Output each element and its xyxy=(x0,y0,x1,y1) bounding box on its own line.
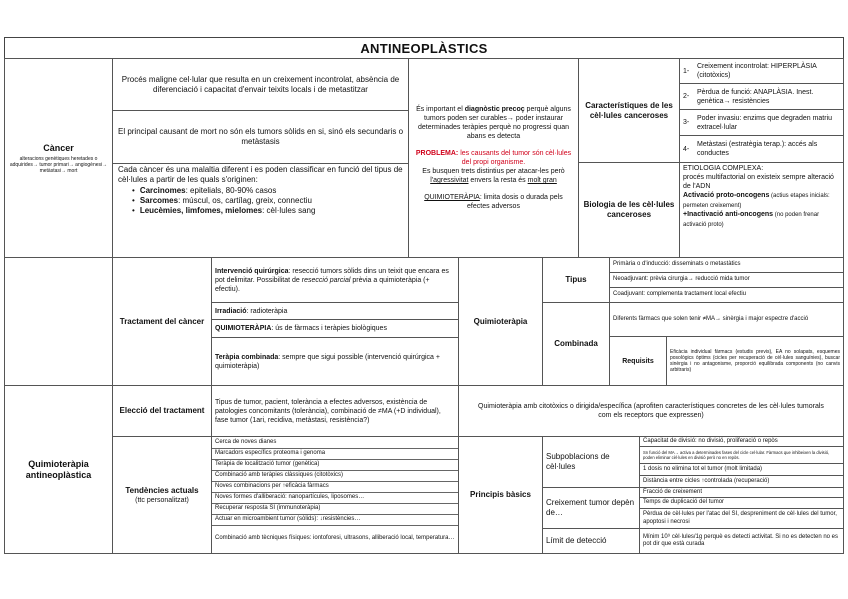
diagnosis-cell xyxy=(408,58,579,258)
list-item: Marcadors específics proteoma i genoma xyxy=(215,449,326,456)
diagnosis-text: És important el diagnòstic precoç perquè alguns tumors poden ser curables→ poder instaurar determinades teràpies perquè no progressi quan abans es detecta xyxy=(416,106,571,140)
tipus-label-cell xyxy=(542,257,610,303)
limit-label-cell xyxy=(542,528,640,554)
principis-label-cell xyxy=(458,436,543,554)
cancer-definition-text: Procés maligne cel·lular que resulta en un creixement incontrolat, absència de diferenciació i capacitat d'envair teixits locals i de metastitzar xyxy=(121,74,400,94)
biology-label-cell xyxy=(578,162,680,258)
creixement-1: Fracció de creixement xyxy=(639,487,844,498)
limit-text-cell: Mínim 10⁹ cèl·lules/1g perquè es detecti activitat. Si no es detecten no es pot dir que està curada xyxy=(639,528,844,554)
tipus-2: Neoadjuvant: prèvia cirurgia→ reducció mida tumor xyxy=(609,272,844,288)
quimio-label: Quimioteràpia antineoplàstica xyxy=(25,458,92,480)
requisits-label-cell xyxy=(609,336,667,386)
limit-label: Límit de detecció xyxy=(546,536,607,545)
list-item: • Carcinomes: epitelials, 80-90% casos xyxy=(132,186,315,196)
cancer-label: Càncer xyxy=(43,142,74,153)
list-item: • Leucèmies, limfomes, mielomes: cèl·lules sang xyxy=(132,206,315,216)
characteristics-label-cell xyxy=(578,58,680,163)
principis-label: Principis bàsics xyxy=(470,490,531,499)
combinada-label: Combinada xyxy=(554,339,598,348)
eleccio-right-cell: Quimioteràpia amb citotòxics o dirigida/específica (aprofiten característiques concretes de les cèl·lules tumorals com els receptors que expressen) xyxy=(458,385,844,437)
treatment-left-empty xyxy=(4,257,113,386)
list-item: Teràpia de localització tumor (genètica) xyxy=(215,460,320,467)
cancer-types xyxy=(112,163,409,258)
biology-line-3: Activació proto-oncogens (actius etapes inicials: permeten creixement) xyxy=(683,192,830,209)
subpoblacions-3: 1 dosis no elimina tot el tumor (molt limitada) xyxy=(639,463,844,476)
eleccio-label: Elecció del tractament xyxy=(119,406,205,415)
treatment-chemo: QUIMIOTERÀPIA : ús de fàrmacs i teràpies biològiques xyxy=(211,319,459,338)
tipus-1: Primària o d'inducció: disseminats o metastàtics xyxy=(609,257,844,273)
quimioterapia-label-cell xyxy=(458,257,543,386)
list-item: • Sarcomes: múscul, os, cartílag, greix, connectiu xyxy=(132,196,315,206)
subpoblacions-2: Sn funció del MA→ activa a determinades fases del cicle cel·lular. Fàrmacs que inhibeixen la divisió, poden eliminar cèl·lules en divisió però no en repòs. xyxy=(639,446,844,464)
creixement-2: Temps de duplicació del tumor xyxy=(639,497,844,509)
characteristic-3: 3- Poder invasiu: enzims que degraden matriu extracel·lular xyxy=(679,109,844,136)
list-item: Cerca de noves dianes xyxy=(215,438,277,445)
subpoblacions-1: Capacitat de divisió: no divisió, proliferació o repòs xyxy=(639,436,844,447)
biology-line-2: procés multifactorial on existeix sempre alteració de l'ADN xyxy=(683,174,834,190)
quimio-label-cell xyxy=(4,385,113,554)
treatment-label-cell xyxy=(112,257,212,386)
tipus-label: Tipus xyxy=(565,275,587,284)
treatment-surgery: Intervenció quirúrgica: resecció tumors sòlids dins un teixit que encara es pot delimitar. Possibilitat de resecció parcial prèvia a quimioteràpia (+ efectiu). xyxy=(211,257,459,303)
list-item: Noves combinacions per ↑eficàcia fàrmacs xyxy=(215,482,329,489)
treatment-irradiation: Irradiació : radioteràpia xyxy=(211,302,459,320)
eleccio-text-cell: Tipus de tumor, pacient, tolerància a efectes adversos, existència de patologies concomitants (tolerància), combinació de ≠MA (+D individual), fase tumor (1ari, recidiva, metàstasi, resistència?) xyxy=(211,385,459,437)
biology-label: Biologia de les cèl·lules canceroses xyxy=(583,200,675,219)
tipus-3: Coadjuvant: complementa tractament local efectiu xyxy=(609,287,844,303)
subpoblacions-label: Subpoblacions de cèl·lules xyxy=(546,452,610,471)
cancer-label-cell xyxy=(4,58,113,258)
list-item: Recuperar resposta SI (immunoteràpia) xyxy=(215,504,321,511)
characteristic-4: 4- Metàstasi (estratègia terap.): accés als conductes xyxy=(679,135,844,163)
list-item: Combinació amb teràpies clàssiques (citotòxics) xyxy=(215,471,344,478)
cancer-definition xyxy=(112,58,409,111)
problem-text-2: Es busquen trets distintius per atacar-les però l'agressivitat envers la resta és molt gran xyxy=(422,168,565,184)
tendencies-list xyxy=(211,436,459,554)
biology-cell xyxy=(679,162,844,258)
list-item: Combinació amb tècniques físiques: iontoforesi, ultrasons, alliberació local, temperatura… xyxy=(215,535,455,542)
tendencies-label-cell xyxy=(112,436,212,554)
combinada-text-cell: Diferents fàrmacs que solen tenir ≠MA→ sinèrgia i major espectre d'acció xyxy=(609,302,844,337)
characteristic-2: 2- Pèrdua de funció: ANAPLÀSIA. Inest. genètica→ resistències xyxy=(679,83,844,110)
tendencies-label: Tendències actuals xyxy=(125,485,199,495)
requisits-label: Requisits xyxy=(622,357,654,365)
cancer-cause-text: El principal causant de mort no són els tumors sòlids en si, sinó els secundaris o metàstasis xyxy=(117,127,404,146)
combinada-label-cell xyxy=(542,302,610,386)
subpoblacions-label-cell xyxy=(542,436,640,488)
list-item: Actuar en microambient tumor (sòlids): ↓resistències… xyxy=(215,515,361,522)
cancer-sub: alteracions genètiques heretades o adquirides→ tumor primari→ angiogènesi→ metàstasi→ mort xyxy=(9,155,108,174)
problem-text: PROBLEMA: les causants del tumor són cèl·lules del propi organisme. xyxy=(415,150,572,166)
biology-title: ETIOLOGIA COMPLEXA: xyxy=(683,165,764,172)
biology-line-4: +Inactivació anti-oncogens (no poden frenar activació proto) xyxy=(683,211,820,228)
cancer-cause xyxy=(112,110,409,164)
creixement-label: Creixement tumor depèn de… xyxy=(546,498,635,517)
treatment-label: Tractament del càncer xyxy=(119,316,205,326)
qt-limit-text: QUIMIOTERÀPIA: limita dosis o durada pels efectes adversos xyxy=(424,194,563,210)
quimioterapia-label: Quimioteràpia xyxy=(473,316,528,326)
characteristic-1: 1- Creixement incontrolat: HIPERPLÀSIA (citotòxics) xyxy=(679,58,844,84)
treatment-combined: Teràpia combinada: sempre que sigui possible (intervenció quirúrgica + quimioteràpia) xyxy=(211,337,459,386)
subpoblacions-4: Distància entre cicles ↑controlada (recuperació) xyxy=(639,475,844,488)
list-item: Noves formes d'alliberació: nanopartícules, liposomes… xyxy=(215,493,365,500)
requisits-text-cell: Eficàcia individual fàrmacs (estudis previs), EA no solapats, esquemes posològics òptims (cicles per recuperació de cèl·lules sanguínies), buscar sinèrgia i no antagonisme, proporció equilibrada components (no canvis arbitraris) xyxy=(666,336,844,386)
creixement-3: Pèrdua de cèl·lules per l'atac del SI, despreniment de cèl·lules del tumor, apoptosi i necrosi xyxy=(639,508,844,529)
page-title: ANTINEOPLÀSTICS xyxy=(4,37,844,59)
eleccio-label-cell xyxy=(112,385,212,437)
characteristics-label: Característiques de les cèl·lules canceroses xyxy=(585,100,673,120)
tendencies-sub: (ttc personalitzat) xyxy=(135,496,189,504)
creixement-label-cell xyxy=(542,487,640,529)
cancer-types-intro: Cada càncer és una malaltia diferent i es poden classificar en funció del tipus de cèl·lules a partir de les quals s'originen: xyxy=(118,165,403,184)
